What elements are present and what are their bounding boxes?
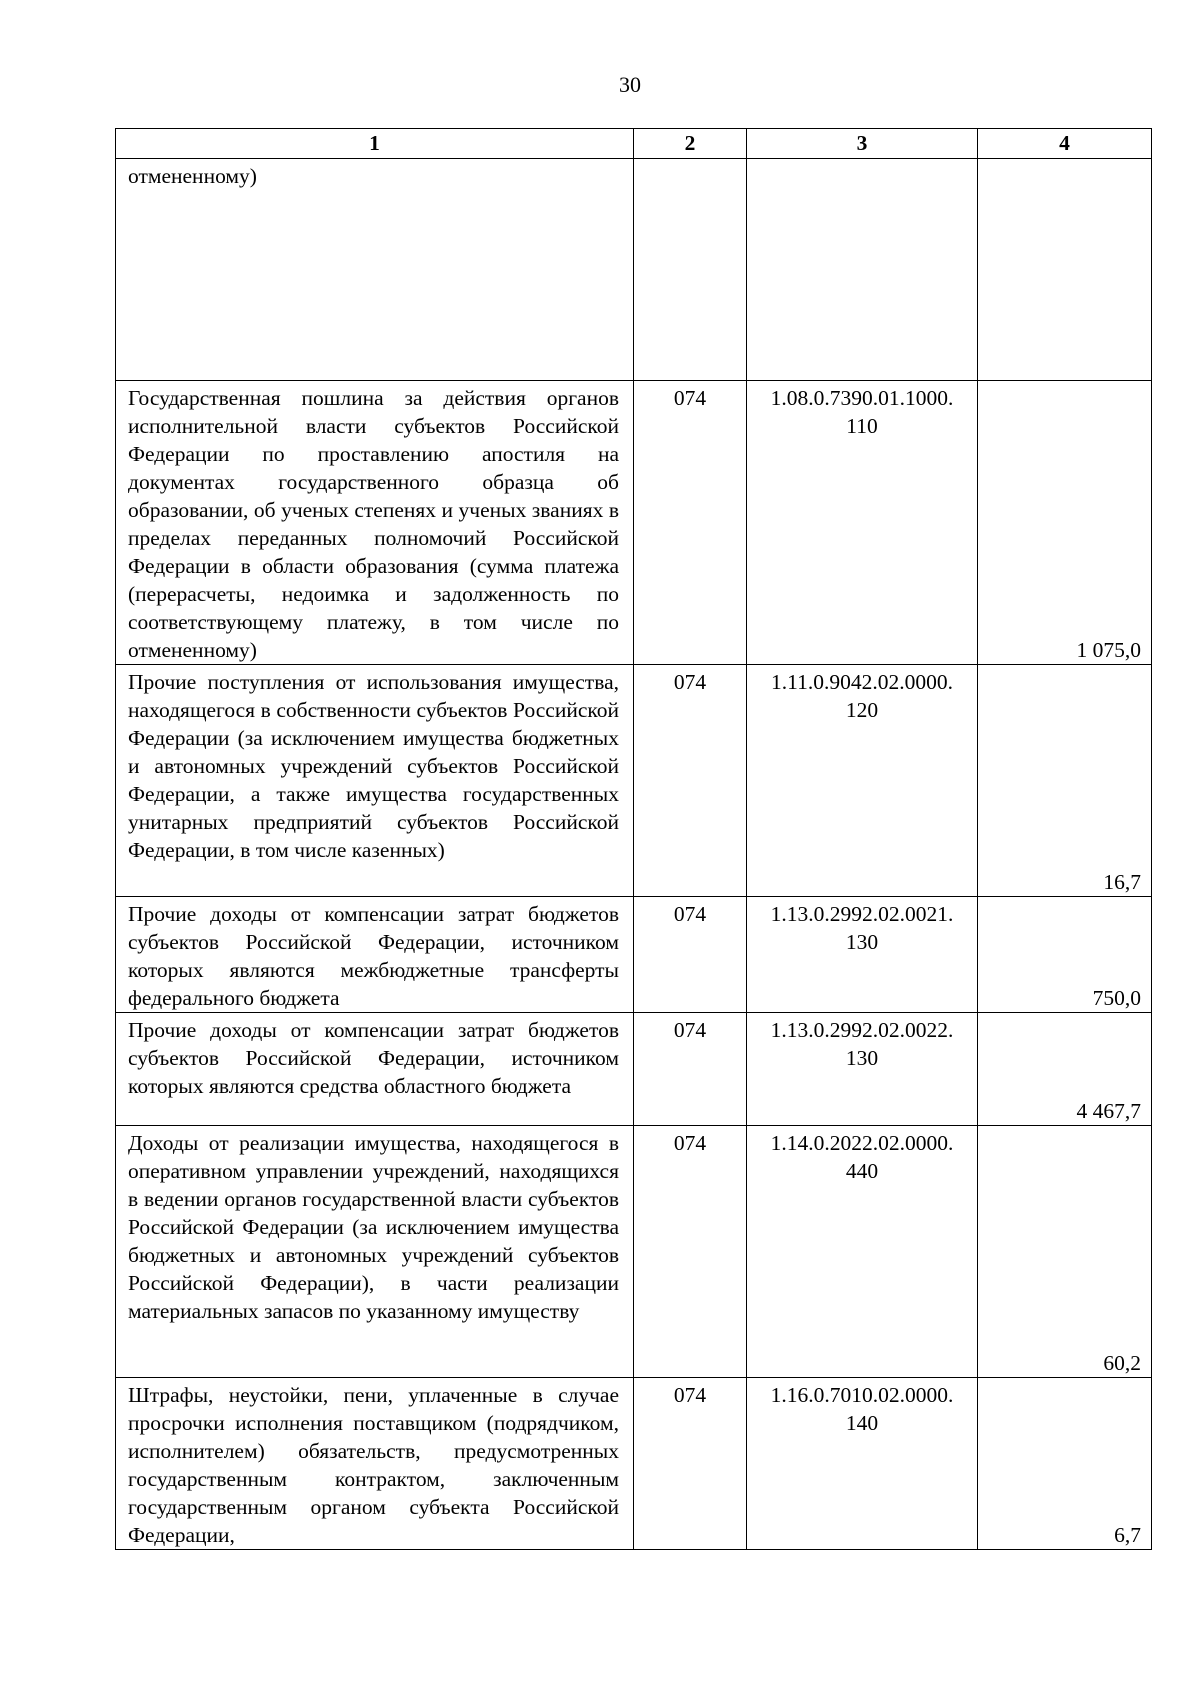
row-description: Прочие доходы от компенсации затрат бюджетов субъектов Российской Федерации, источником которых являются средства областного бюджета <box>116 1013 634 1126</box>
row-amount <box>978 159 1152 381</box>
budget-code-line-1: 1.14.0.2022.02.0000. <box>770 1131 954 1155</box>
row-amount <box>978 1013 1152 1126</box>
row-amount <box>978 381 1152 665</box>
row-admin-code: 074 <box>634 1126 747 1378</box>
row-budget-code <box>747 381 978 665</box>
row-budget-code <box>747 1126 978 1378</box>
table-row <box>116 381 1152 665</box>
amount-value: 4 467,7 <box>1076 1099 1141 1123</box>
row-amount <box>978 665 1152 897</box>
amount-value: 60,2 <box>1103 1351 1141 1375</box>
row-admin-code: 074 <box>634 897 747 1013</box>
row-description: Штрафы, неустойки, пени, уплаченные в случае просрочки исполнения поставщиком (подрядчиком, исполнителем) обязательств, предусмотренных государственным контрактом, заключенным государственным органом субъекта Российской Федерации, <box>116 1378 634 1550</box>
table-row <box>116 1378 1152 1550</box>
table-row <box>116 1013 1152 1126</box>
row-budget-code <box>747 1013 978 1126</box>
amount-value: 750,0 <box>1092 986 1141 1010</box>
row-admin-code: 074 <box>634 665 747 897</box>
row-admin-code: 074 <box>634 381 747 665</box>
amount-value: 1 075,0 <box>1076 638 1141 662</box>
table-row <box>116 665 1152 897</box>
column-header-1: 1 <box>116 129 634 159</box>
row-budget-code <box>747 159 978 381</box>
column-header-4: 4 <box>978 129 1152 159</box>
row-budget-code <box>747 897 978 1013</box>
revenue-table <box>115 128 1152 1550</box>
budget-code-line-2: 120 <box>845 698 879 722</box>
budget-code-line-2: 130 <box>845 1046 879 1070</box>
row-amount <box>978 897 1152 1013</box>
table-row <box>116 159 1152 381</box>
row-description: отмененному) <box>116 159 634 381</box>
row-description: Государственная пошлина за действия органов исполнительной власти субъектов Российской Федерации по проставлению апостиля на документах государственного образца об образовании, об ученых степенях и ученых званиях в пределах переданных полномочий Российской Федерации в области образования (сумма платежа (перерасчеты, недоимка и задолженность по соответствующему платежу, в том числе по отмененному) <box>116 381 634 665</box>
row-amount <box>978 1378 1152 1550</box>
column-header-2: 2 <box>634 129 747 159</box>
column-header-3: 3 <box>747 129 978 159</box>
budget-code-line-1: 1.13.0.2992.02.0022. <box>770 1018 954 1042</box>
budget-code-line-2: 140 <box>845 1411 879 1435</box>
row-description: Прочие поступления от использования имущества, находящегося в собственности субъектов Российской Федерации (за исключением имущества бюджетных и автономных учреждений субъектов Российской Федерации, а также имущества государственных унитарных предприятий субъектов Российской Федерации, в том числе казенных) <box>116 665 634 897</box>
budget-code-line-1: 1.08.0.7390.01.1000. <box>770 386 954 410</box>
budget-code-line-1: 1.11.0.9042.02.0000. <box>771 670 953 694</box>
row-description: Прочие доходы от компенсации затрат бюджетов субъектов Российской Федерации, источником которых являются межбюджетные трансферты федерального бюджета <box>116 897 634 1013</box>
budget-code-line-2: 130 <box>845 930 879 954</box>
row-admin-code: 074 <box>634 1013 747 1126</box>
table-row <box>116 897 1152 1013</box>
table-row <box>116 1126 1152 1378</box>
row-admin-code: 074 <box>634 1378 747 1550</box>
row-budget-code <box>747 1378 978 1550</box>
amount-value: 6,7 <box>1114 1523 1141 1547</box>
table-header-row <box>116 129 1152 159</box>
row-description: Доходы от реализации имущества, находящегося в оперативном управлении учреждений, находящихся в ведении органов государственной власти субъектов Российской Федерации (за исключением имущества бюджетных и автономных учреждений субъектов Российской Федерации), в части реализации материальных запасов по указанному имуществу <box>116 1126 634 1378</box>
row-amount <box>978 1126 1152 1378</box>
row-admin-code <box>634 159 747 381</box>
budget-code-line-1: 1.13.0.2992.02.0021. <box>770 902 954 926</box>
page-number: 30 <box>619 72 641 97</box>
budget-code-line-2: 110 <box>846 414 878 438</box>
amount-value: 16,7 <box>1103 870 1141 894</box>
budget-code-line-1: 1.16.0.7010.02.0000. <box>770 1383 954 1407</box>
budget-code-line-2: 440 <box>845 1159 879 1183</box>
row-budget-code <box>747 665 978 897</box>
